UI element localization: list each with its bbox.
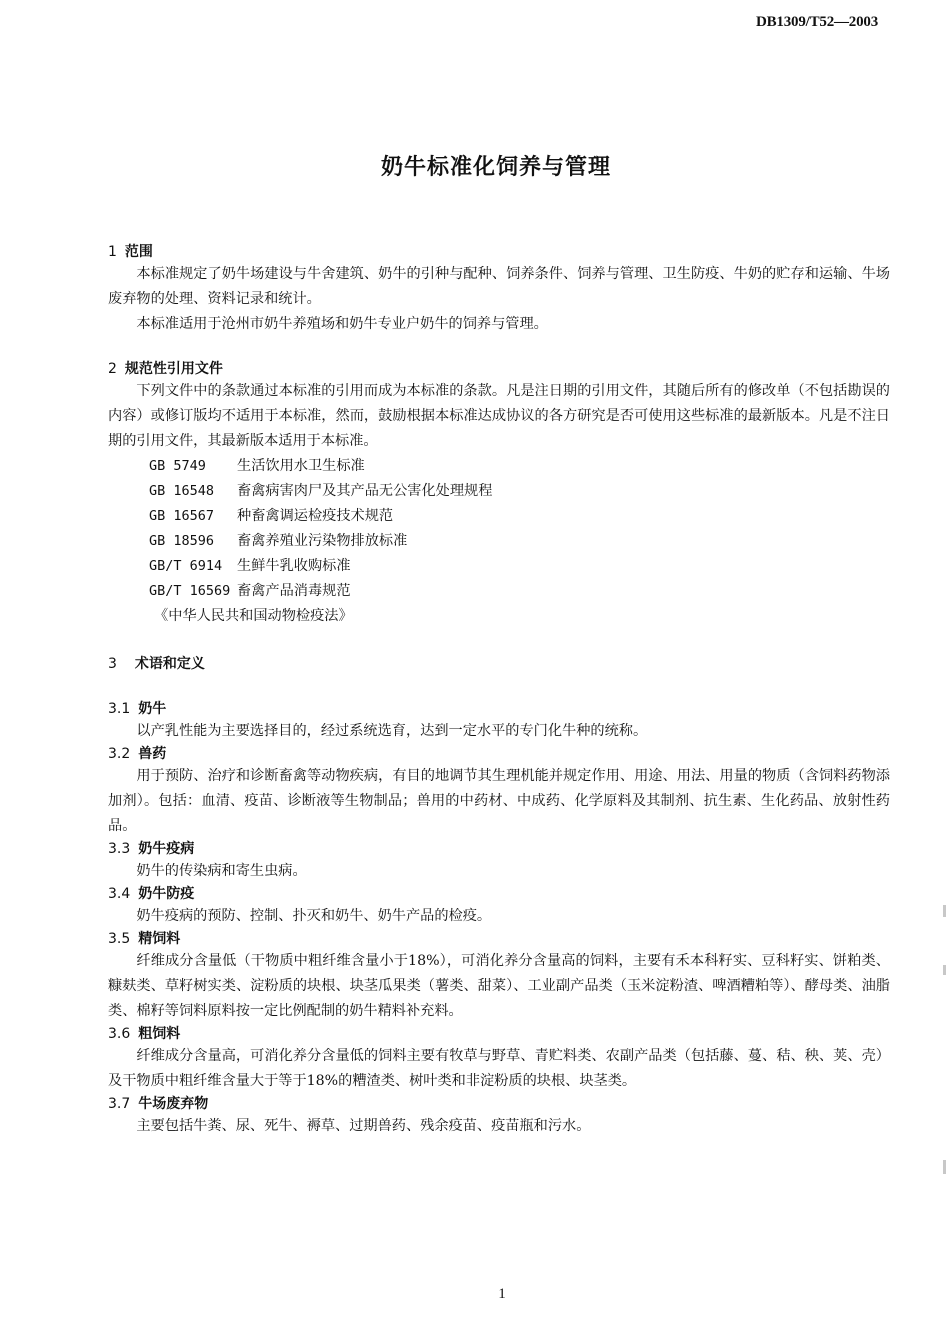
- reference-item: [149, 479, 890, 504]
- term-definition: 主要包括牛粪、尿、死牛、褥草、过期兽药、残余疫苗、疫苗瓶和污水。: [136, 1118, 591, 1134]
- term-heading: [108, 839, 890, 859]
- term-number: 3.1: [108, 701, 131, 717]
- term-3-1: [108, 699, 890, 744]
- term-heading: [108, 744, 890, 764]
- reference-title: 畜禽病害肉尸及其产品无公害化处理规程: [237, 483, 493, 499]
- section-number: 3: [108, 656, 117, 672]
- term-3-4: [108, 884, 890, 929]
- paragraph: 本标准规定了奶牛场建设与牛舍建筑、奶牛的引种与配种、饲养条件、饲养与管理、卫生防疫、牛奶的贮存和运输、牛场废弃物的处理、资料记录和统计。: [108, 266, 890, 307]
- term-name: 奶牛疫病: [138, 841, 195, 857]
- standard-code: DB1309/T52—2003: [755, 14, 878, 30]
- section-number: 1: [108, 244, 117, 260]
- reference-code: GB 16548: [149, 483, 215, 499]
- reference-item: [149, 454, 890, 479]
- section-number: 2: [108, 361, 117, 377]
- page-number: 1: [498, 1286, 506, 1302]
- term-name: 粗饲料: [138, 1026, 181, 1042]
- reference-item: [149, 579, 890, 604]
- reference-item: [149, 554, 890, 579]
- term-name: 牛场废弃物: [138, 1096, 209, 1112]
- term-number: 3.2: [108, 746, 131, 762]
- term-name: 兽药: [138, 746, 167, 762]
- reference-title: 生活饮用水卫生标准: [237, 458, 365, 474]
- term-definition: 纤维成分含量高，可消化养分含量低的饲料主要有牧草与野草、青贮料类、农副产品类（包括藤、蔓、秸、秧、荚、壳）及干物质中粗纤维含量大于等于18%的糟渣类、树叶类和非淀粉质的块根、块茎类。: [108, 1048, 890, 1089]
- scan-artifact: [943, 1160, 946, 1174]
- reference-item: [149, 529, 890, 554]
- reference-list: [108, 454, 890, 629]
- term-name: 精饲料: [138, 931, 181, 947]
- term-heading: [108, 929, 890, 949]
- reference-law: 《中华人民共和国动物检疫法》: [154, 608, 353, 624]
- document-title: 奶牛标准化饲养与管理: [380, 155, 611, 180]
- scan-artifact: [943, 965, 946, 975]
- reference-title: 畜禽产品消毒规范: [237, 583, 351, 599]
- document-body: [108, 242, 890, 1139]
- reference-title: 畜禽养殖业污染物排放标准: [237, 533, 408, 549]
- term-heading: [108, 1094, 890, 1114]
- reference-code: GB 5749: [149, 458, 206, 474]
- section-title: 范围: [124, 244, 153, 260]
- term-definition: 以产乳性能为主要选择目的，经过系统选育，达到一定水平的专门化牛种的统称。: [136, 723, 648, 739]
- term-heading: [108, 1024, 890, 1044]
- reference-title: 生鲜牛乳收购标准: [237, 558, 351, 574]
- term-number: 3.4: [108, 886, 131, 902]
- term-definition: 纤维成分含量低（干物质中粗纤维含量小于18%），可消化养分含量高的饲料，主要有禾本科籽实、豆科籽实、饼粕类、糠麸类、草籽树实类、淀粉质的块根、块茎瓜果类（薯类、甜菜）、工业副产品类（玉米淀粉渣、啤酒糟粕等）、酵母类、油脂类、棉籽等饲料原料按一定比例配制的奶牛精料补充料。: [108, 953, 890, 1019]
- term-number: 3.6: [108, 1026, 131, 1042]
- section-1-heading: [108, 242, 890, 262]
- term-name: 奶牛防疫: [138, 886, 195, 902]
- term-3-5: [108, 929, 890, 1024]
- term-number: 3.3: [108, 841, 131, 857]
- section-title: 规范性引用文件: [124, 361, 223, 377]
- term-number: 3.5: [108, 931, 131, 947]
- reference-code: GB 18596: [149, 533, 215, 549]
- reference-code: GB/T 6914: [149, 558, 223, 574]
- section-3-heading: [108, 654, 890, 674]
- reference-code: GB/T 16569: [149, 583, 231, 599]
- scan-artifact: [943, 905, 946, 917]
- reference-code: GB 16567: [149, 508, 215, 524]
- term-number: 3.7: [108, 1096, 131, 1112]
- term-definition: 奶牛的传染病和寄生虫病。: [136, 863, 307, 879]
- term-3-7: [108, 1094, 890, 1139]
- term-3-3: [108, 839, 890, 884]
- term-definition: 用于预防、治疗和诊断畜禽等动物疾病，有目的地调节其生理机能并规定作用、用途、用法、用量的物质（含饲料药物添加剂）。包括：血清、疫苗、诊断液等生物制品；兽用的中药材、中成药、化学原料及其制剂、抗生素、生化药品、放射性药品。: [108, 768, 890, 834]
- paragraph: 本标准适用于沧州市奶牛养殖场和奶牛专业户奶牛的饲养与管理。: [136, 316, 548, 332]
- reference-item: [149, 504, 890, 529]
- term-3-2: [108, 744, 890, 839]
- term-heading: [108, 884, 890, 904]
- term-3-6: [108, 1024, 890, 1094]
- reference-title: 种畜禽调运检疫技术规范: [237, 508, 394, 524]
- section-2-heading: [108, 359, 890, 379]
- paragraph: 下列文件中的条款通过本标准的引用而成为本标准的条款。凡是注日期的引用文件，其随后所有的修改单（不包括勘误的内容）或修订版均不适用于本标准，然而，鼓励根据本标准达成协议的各方研究是否可使用这些标准的最新版本。凡是不注日期的引用文件，其最新版本适用于本标准。: [108, 383, 890, 449]
- section-title: 术语和定义: [134, 656, 205, 672]
- term-definition: 奶牛疫病的预防、控制、扑灭和奶牛、奶牛产品的检疫。: [136, 908, 492, 924]
- term-heading: [108, 699, 890, 719]
- term-name: 奶牛: [138, 701, 167, 717]
